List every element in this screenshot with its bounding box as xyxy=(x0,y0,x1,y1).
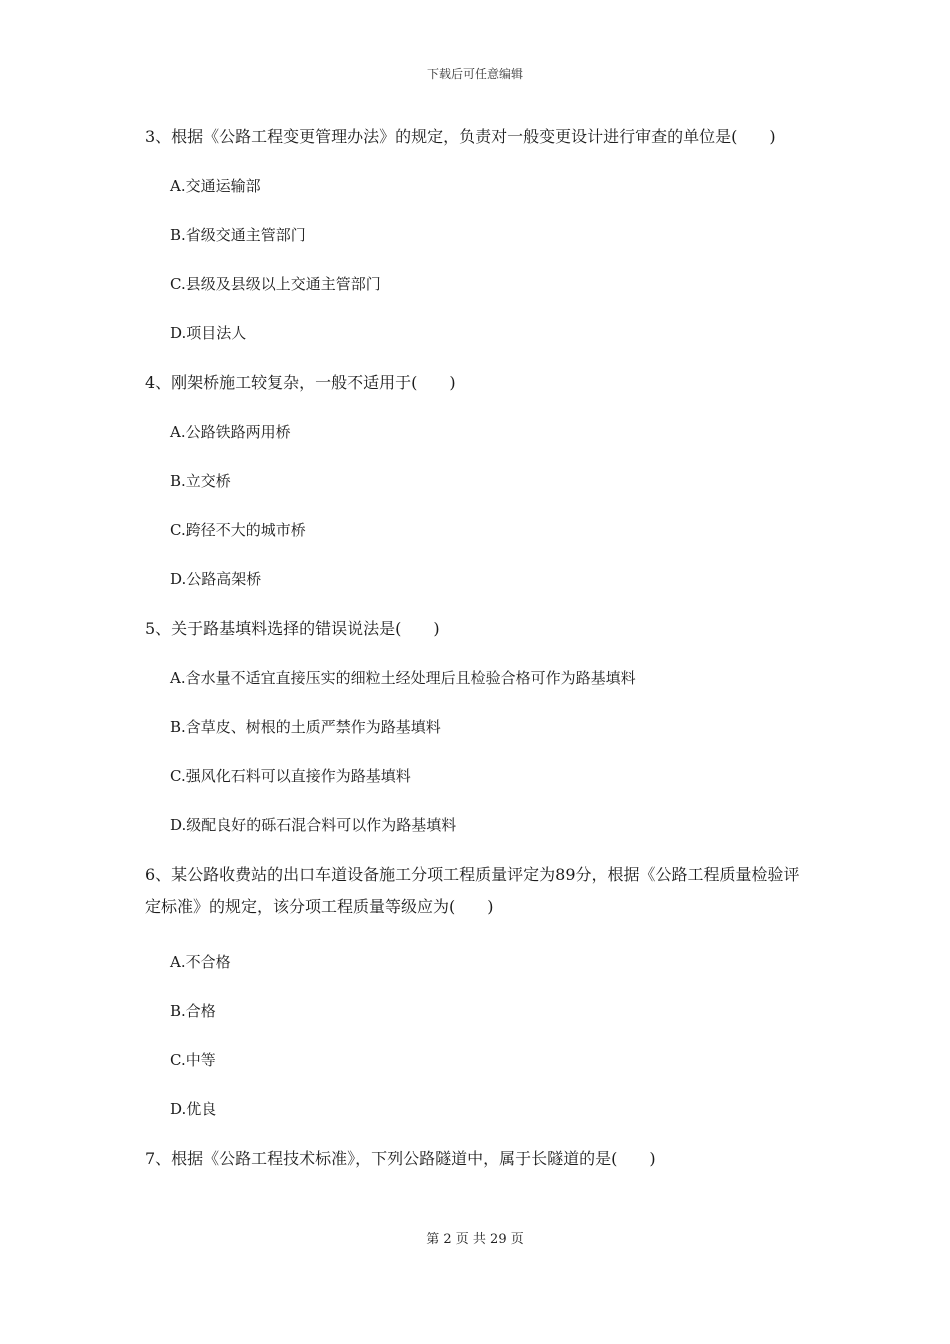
question-3-option-c: C.县级及县级以上交通主管部门 xyxy=(170,275,381,293)
question-6-option-d: D.优良 xyxy=(170,1100,217,1118)
question-3-stem: 3、根据《公路工程变更管理办法》的规定，负责对一般变更设计进行审查的单位是( ) xyxy=(145,127,776,146)
page-header: 下载后可任意编辑 xyxy=(426,67,523,81)
question-3-option-a: A.交通运输部 xyxy=(170,177,261,195)
question-6-option-b: B.合格 xyxy=(170,1002,216,1020)
question-3-option-d: D.项目法人 xyxy=(170,324,247,342)
question-4-option-b: B.立交桥 xyxy=(170,472,231,490)
question-4-option-c: C.跨径不大的城市桥 xyxy=(170,521,306,539)
question-4-stem: 4、刚架桥施工较复杂，一般不适用于( ) xyxy=(145,373,456,392)
question-5-stem: 5、关于路基填料选择的错误说法是( ) xyxy=(145,619,440,638)
question-4-option-a: A.公路铁路两用桥 xyxy=(170,423,291,441)
question-5-option-b: B.含草皮、树根的土质严禁作为路基填料 xyxy=(170,718,441,736)
question-5-option-a: A.含水量不适宜直接压实的细粒土经处理后且检验合格可作为路基填料 xyxy=(170,669,636,687)
page-footer: 第 2 页 共 29 页 xyxy=(426,1232,524,1247)
question-6-option-a: A.不合格 xyxy=(170,953,231,971)
question-6-option-c: C.中等 xyxy=(170,1051,216,1069)
question-4-option-d: D.公路高架桥 xyxy=(170,570,262,588)
question-6-stem: 6、某公路收费站的出口车道设备施工分项工程质量评定为89分，根据《公路工程质量检验评定标准》的规定，该分项工程质量等级应为( ) xyxy=(145,865,800,916)
question-7-stem: 7、根据《公路工程技术标准》，下列公路隧道中，属于长隧道的是( ) xyxy=(145,1149,656,1168)
question-5-option-c: C.强风化石料可以直接作为路基填料 xyxy=(170,767,411,785)
question-5-option-d: D.级配良好的砾石混合料可以作为路基填料 xyxy=(170,816,457,834)
question-3-option-b: B.省级交通主管部门 xyxy=(170,226,306,244)
